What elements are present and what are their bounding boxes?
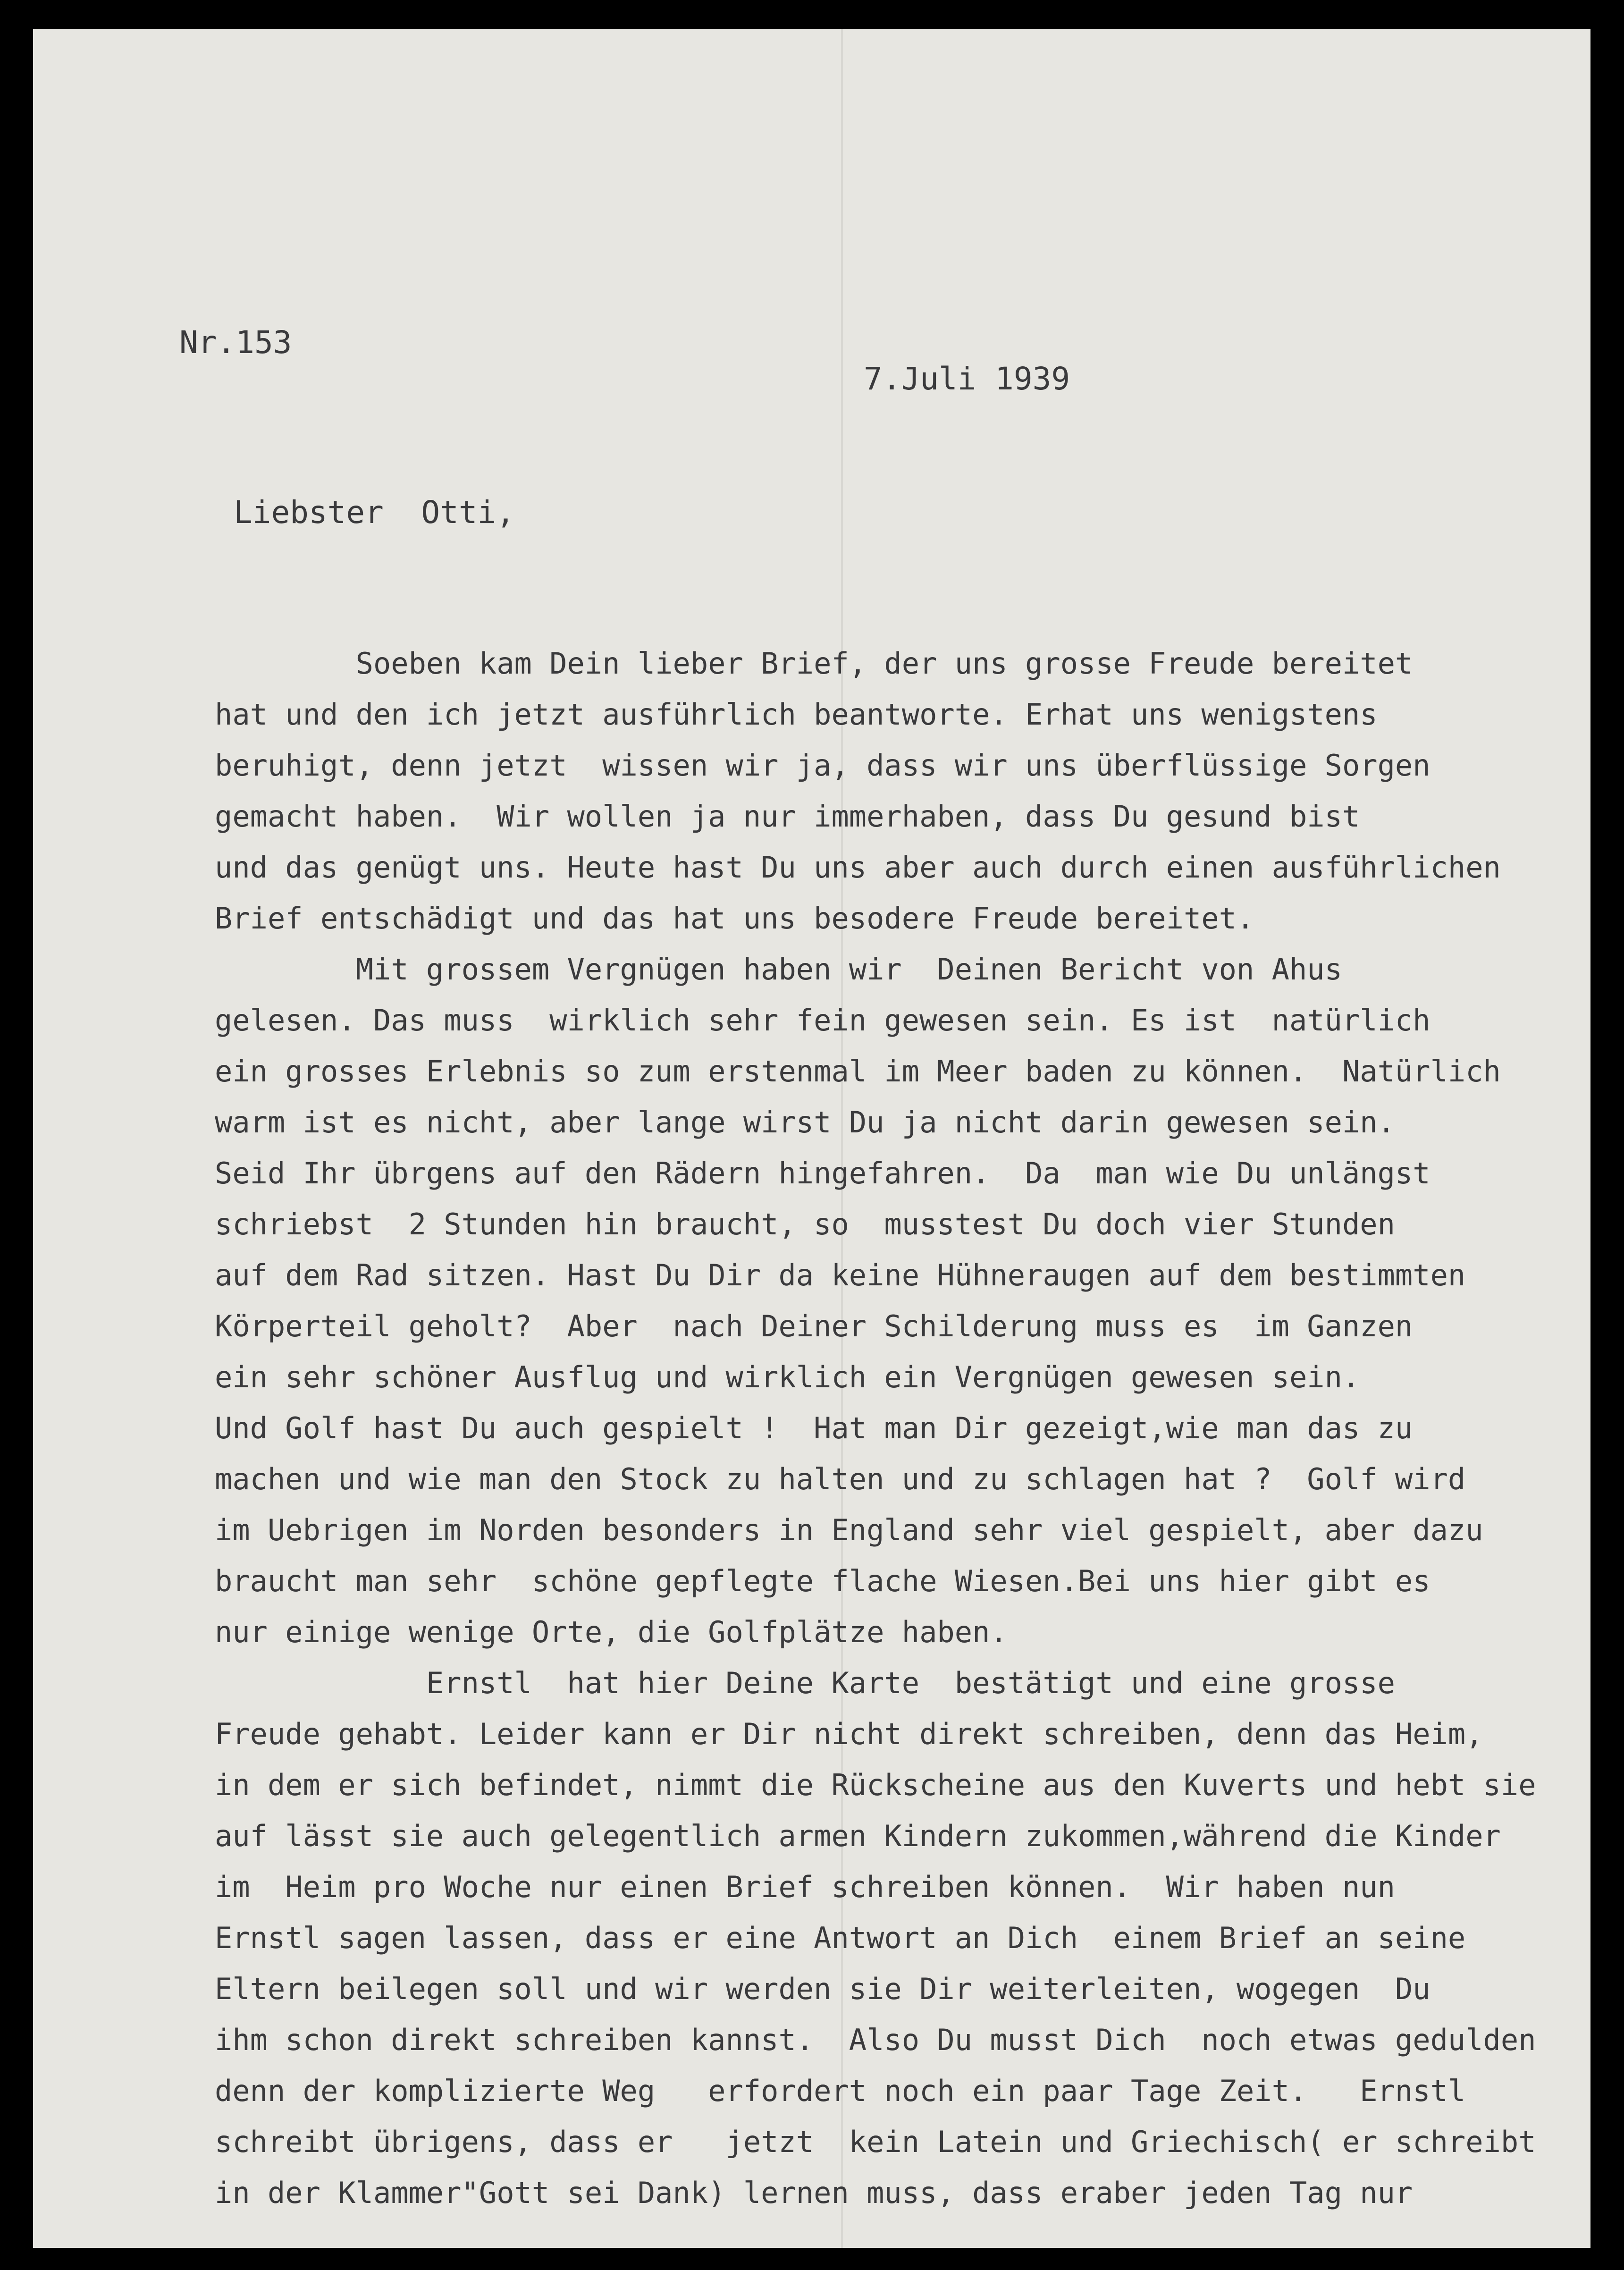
letter-line: machen und wie man den Stock zu halten und zu schlagen hat ? Golf wird <box>215 1462 1466 1496</box>
letter-number: Nr.153 <box>179 324 292 361</box>
letter-body <box>215 638 1590 2219</box>
letter-line: schriebst 2 Stunden hin braucht, so musstest Du doch vier Stunden <box>215 1207 1395 1241</box>
letter-line: Brief entschädigt und das hat uns besodere Freude bereitet. <box>215 901 1254 936</box>
letter-line: Soeben kam Dein lieber Brief, der uns grosse Freude bereitet <box>215 646 1413 681</box>
letter-line: Ernstl sagen lassen, dass er eine Antwort an Dich einem Brief an seine <box>215 1921 1466 1955</box>
letter-line: Körperteil geholt? Aber nach Deiner Schilderung muss es im Ganzen <box>215 1309 1413 1343</box>
letter-line: hat und den ich jetzt ausführlich beantworte. Erhat uns wenigstens <box>215 697 1378 732</box>
letter-line: ein grosses Erlebnis so zum erstenmal im Meer baden zu können. Natürlich <box>215 1054 1501 1089</box>
letter-line: ein sehr schöner Ausflug und wirklich ein Vergnügen gewesen sein. <box>215 1360 1360 1394</box>
letter-line: auf dem Rad sitzen. Hast Du Dir da keine Hühneraugen auf dem bestimmten <box>215 1258 1466 1292</box>
letter-line: gelesen. Das muss wirklich sehr fein gewesen sein. Es ist natürlich <box>215 1003 1430 1038</box>
letter-line: und das genügt uns. Heute hast Du uns aber auch durch einen ausführlichen <box>215 850 1501 885</box>
letter-header <box>33 288 1070 433</box>
letter-line: in dem er sich befindet, nimmt die Rückscheine aus den Kuverts und hebt sie <box>215 1768 1536 1802</box>
letter-line: im Heim pro Woche nur einen Brief schreiben können. Wir haben nun <box>215 1870 1395 1904</box>
letter-line: braucht man sehr schöne gepflegte flache Wiesen.Bei uns hier gibt es <box>215 1564 1430 1598</box>
letter-line: schreibt übrigens, dass er jetzt kein Latein und Griechisch( er schreibt <box>215 2125 1536 2159</box>
letter-line: Seid Ihr übrgens auf den Rädern hingefahren. Da man wie Du unlängst <box>215 1156 1430 1190</box>
letter-date: 7.Juli 1939 <box>864 361 1070 397</box>
letter-line: Ernstl hat hier Deine Karte bestätigt und eine grosse <box>215 1666 1395 1700</box>
letter-line: denn der komplizierte Weg erfordert noch ein paar Tage Zeit. Ernstl <box>215 2074 1466 2108</box>
letter-line: im Uebrigen im Norden besonders in England sehr viel gespielt, aber dazu <box>215 1513 1483 1547</box>
letter-line: Mit grossem Vergnügen haben wir Deinen Bericht von Ahus <box>215 952 1342 987</box>
letter-line: Und Golf hast Du auch gespielt ! Hat man Dir gezeigt,wie man das zu <box>215 1411 1413 1445</box>
letter-page <box>33 29 1590 2248</box>
letter-line: auf lässt sie auch gelegentlich armen Kindern zukommen,während die Kinder <box>215 1819 1501 1853</box>
letter-line: nur einige wenige Orte, die Golfplätze haben. <box>215 1615 1008 1649</box>
letter-line: warm ist es nicht, aber lange wirst Du ja nicht darin gewesen sein. <box>215 1105 1395 1139</box>
letter-line: Eltern beilegen soll und wir werden sie Dir weiterleiten, wogegen Du <box>215 1972 1430 2006</box>
letter-line: gemacht haben. Wir wollen ja nur immerhaben, dass Du gesund bist <box>215 799 1360 834</box>
letter-line: Freude gehabt. Leider kann er Dir nicht direkt schreiben, denn das Heim, <box>215 1717 1483 1751</box>
letter-line: in der Klammer"Gott sei Dank) lernen muss, dass eraber jeden Tag nur <box>215 2176 1413 2210</box>
letter-line: beruhigt, denn jetzt wissen wir ja, dass wir uns überflüssige Sorgen <box>215 748 1430 783</box>
salutation: Liebster Otti, <box>234 494 515 531</box>
letter-line: ihm schon direkt schreiben kannst. Also Du musst Dich noch etwas gedulden <box>215 2023 1536 2057</box>
